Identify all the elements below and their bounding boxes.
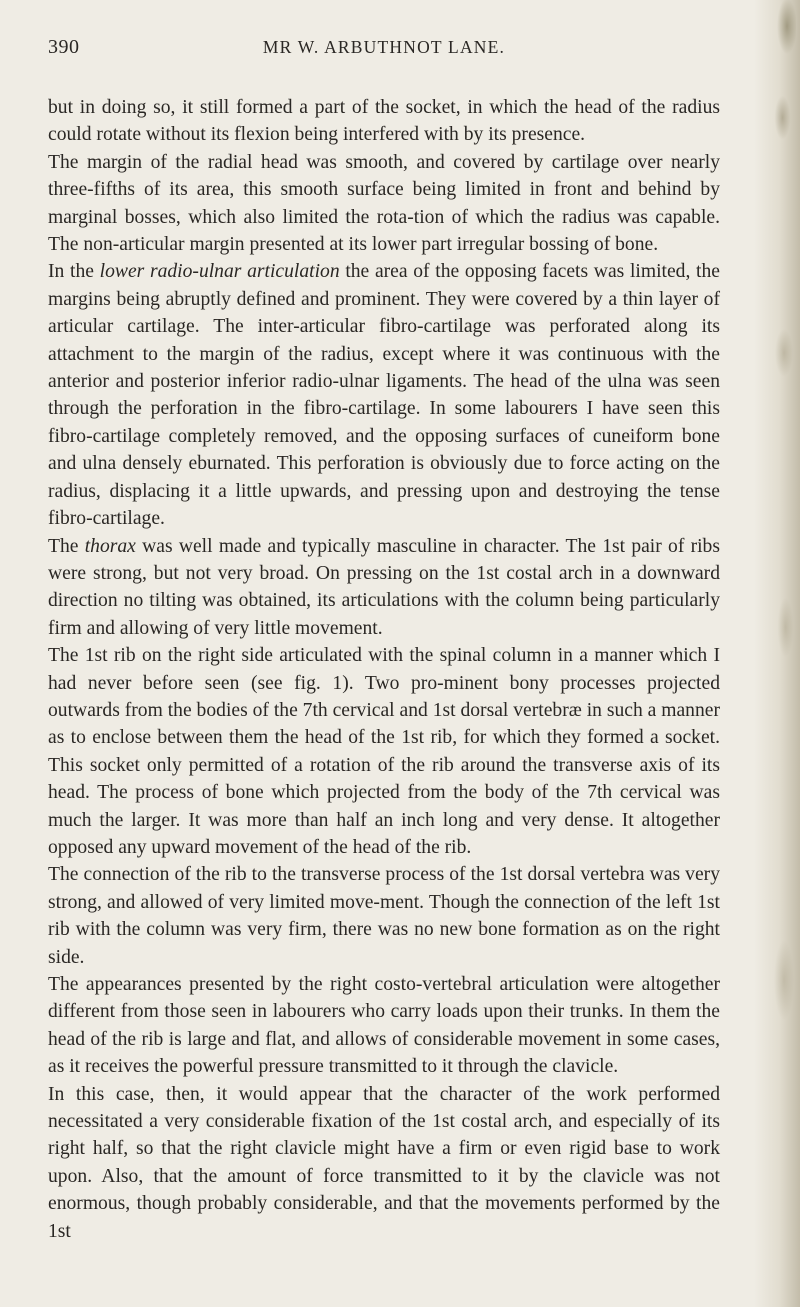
paragraph <box>48 861 720 971</box>
page-header <box>48 36 720 66</box>
page-number: 390 <box>48 36 80 58</box>
paragraph <box>48 642 720 861</box>
italic-text: lower radio-ulnar articulation <box>99 261 340 283</box>
text-run: The connection of the rib to the transverse process of the 1st dorsal vertebra was very strong, and allowed of very limited move-ment. Though the connection of the left 1st rib with the column was very firm, there was no new bone formation as on the right side. <box>48 864 720 968</box>
running-title: MR W. ARBUTHNOT LANE. <box>262 37 506 57</box>
text-run: The 1st rib on the right side articulated with the spinal column in a manner which I had never before seen (see fig. 1). Two pro-minent bony processes projected outwards from the bodies of the 7th cervical and 1st dorsal vertebræ in such a manner as to enclose between them the head of the 1st rib, for which they formed a socket. This socket only permitted of a rotation of the rib around the transverse axis of its head. The process of bone which projected from the body of the 7th cervical was much the larger. It was more than half an inch long and very dense. It altogether opposed any upward movement of the head of the rib. <box>48 645 720 858</box>
text-run: was well made and typically masculine in character. The 1st pair of ribs were strong, but not very broad. On pressing on the 1st costal arch in a downward direction no tilting was obtained, its articulations with the column being particularly firm and allowing of very little movement. <box>48 535 720 639</box>
body-text <box>48 94 720 1245</box>
text-run: The <box>48 535 85 557</box>
paragraph <box>48 1081 720 1245</box>
text-run: The margin of the radial head was smooth, and covered by cartilage over nearly three-fifths of its area, this smooth surface being limited in front and behind by marginal bosses, which also limited the rota-tion of which the radius was capable. The non-articular margin presented at its lower part irregular bossing of bone. <box>48 151 720 256</box>
italic-text: thorax <box>84 535 136 557</box>
text-run: the area of the opposing facets was limited, the margins being abruptly defined and prominent. They were covered by a thin layer of articular cartilage. The inter-articular fibro-cartilage was perforated along its attachment to the margin of the radius, except where it was continuous with the anterior and posterior inferior radio-ulnar ligaments. The head of the ulna was seen through the perforation in the fibro-cartilage. In some labourers I have seen this fibro-cartilage completely removed, and the opposing surfaces of cuneiform bone and ulna densely eburnated. This perforation is obviously due to force acting on the radius, displacing it a little upwards, and pressing upon and destroying the tense fibro-cartilage. <box>48 261 720 530</box>
page-edge-stains <box>766 0 796 1307</box>
paragraph <box>48 971 720 1081</box>
text-run: In the <box>48 261 100 283</box>
paragraph <box>48 533 720 643</box>
paragraph <box>48 94 720 149</box>
text-run: The appearances presented by the right costo-vertebral articulation were altogether different from those seen in labourers who carry loads upon their trunks. In them the head of the rib is large and flat, and allows of considerable movement in some cases, as it receives the powerful pressure transmitted to it through the clavicle. <box>48 974 720 1078</box>
paragraph <box>48 258 720 532</box>
text-run: In this case, then, it would appear that the character of the work performed necessitated a very considerable fixation of the 1st costal arch, and especially of its right half, so that the right clavicle might have a firm or even rigid base to work upon. Also, that the amount of force transmitted to it by the clavicle was not enormous, though probably considerable, and that the movements performed by the 1st <box>48 1083 720 1242</box>
paragraph <box>48 149 720 259</box>
text-run: but in doing so, it still formed a part of the socket, in which the head of the radius could rotate without its flexion being interfered with by its presence. <box>48 97 720 146</box>
